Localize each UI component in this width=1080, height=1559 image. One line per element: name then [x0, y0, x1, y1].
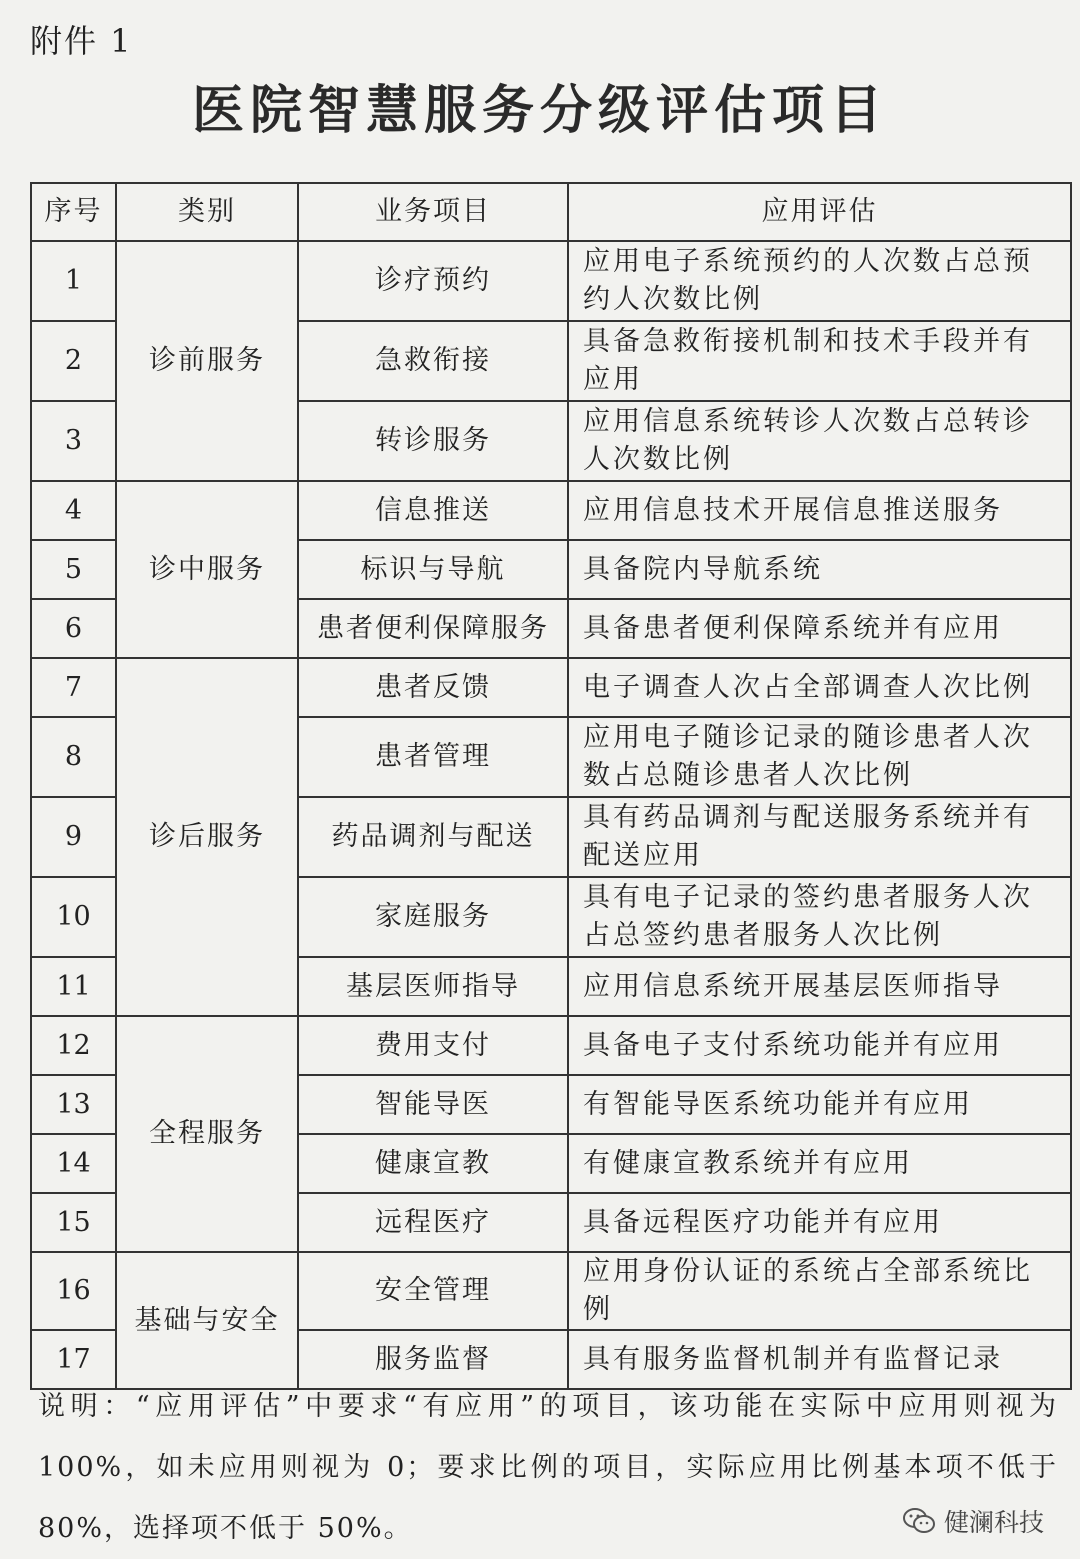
- wechat-icon: [902, 1507, 936, 1535]
- service-item: 远程医疗: [298, 1193, 568, 1252]
- column-header-category: 类别: [116, 183, 298, 241]
- column-header-no: 序号: [31, 183, 116, 241]
- row-number: 14: [31, 1134, 116, 1193]
- service-item: 标识与导航: [298, 540, 568, 599]
- assessment-text: 具备急救衔接机制和技术手段并有应用: [568, 321, 1071, 401]
- assessment-text: 具备院内导航系统: [568, 540, 1071, 599]
- table-row: [31, 241, 1071, 321]
- category-cell: 诊后服务: [116, 658, 298, 1016]
- service-item: 安全管理: [298, 1252, 568, 1330]
- watermark-text: 健澜科技: [943, 1508, 1044, 1537]
- service-item: 患者便利保障服务: [298, 599, 568, 658]
- row-number: 1: [31, 241, 116, 321]
- row-number: 15: [31, 1193, 116, 1252]
- page-title: 医院智慧服务分级评估项目: [191, 80, 888, 141]
- assessment-text: 电子调查人次占全部调查人次比例: [568, 658, 1071, 717]
- assessment-text: 具有服务监督机制并有监督记录: [568, 1330, 1071, 1389]
- service-item: 药品调剂与配送: [298, 797, 568, 877]
- row-number: 5: [31, 540, 116, 599]
- row-number: 7: [31, 658, 116, 717]
- table-row: [31, 1252, 1071, 1330]
- row-number: 13: [31, 1075, 116, 1134]
- watermark: [902, 1503, 1044, 1539]
- category-cell: 全程服务: [116, 1016, 298, 1252]
- service-item: 健康宣教: [298, 1134, 568, 1193]
- service-item: 费用支付: [298, 1016, 568, 1075]
- service-item: 患者反馈: [298, 658, 568, 717]
- row-number: 12: [31, 1016, 116, 1075]
- assessment-text: 具备远程医疗功能并有应用: [568, 1193, 1071, 1252]
- assessment-text: 具有电子记录的签约患者服务人次占总签约患者服务人次比例: [568, 877, 1071, 957]
- assessment-text: 有健康宣教系统并有应用: [568, 1134, 1071, 1193]
- assessment-text: 具有药品调剂与配送服务系统并有配送应用: [568, 797, 1071, 877]
- assessment-text: 应用信息系统转诊人次数占总转诊人次数比例: [568, 401, 1071, 481]
- assessment-text: 具备患者便利保障系统并有应用: [568, 599, 1071, 658]
- table-header-row: [31, 183, 1071, 241]
- assessment-text: 应用身份认证的系统占全部系统比例: [568, 1252, 1071, 1330]
- row-number: 9: [31, 797, 116, 877]
- assessment-text: 应用信息系统开展基层医师指导: [568, 957, 1071, 1016]
- row-number: 6: [31, 599, 116, 658]
- row-number: 3: [31, 401, 116, 481]
- service-item: 基层医师指导: [298, 957, 568, 1016]
- service-item: 诊疗预约: [298, 241, 568, 321]
- assessment-text: 有智能导医系统功能并有应用: [568, 1075, 1071, 1134]
- assessment-text: 应用电子系统预约的人次数占总预约人次数比例: [568, 241, 1071, 321]
- attachment-label: 附件 1: [30, 22, 133, 60]
- evaluation-table: [30, 182, 1072, 1390]
- table-row: [31, 1016, 1071, 1075]
- assessment-text: 应用信息技术开展信息推送服务: [568, 481, 1071, 540]
- explanation-note: 说明：“应用评估”中要求“有应用”的项目，该功能在实际中应用则视为 100%，如未应用则视为 0；要求比例的项目，实际应用比例基本项不低于 80%，选择项不低于 50%。: [38, 1391, 1058, 1544]
- column-header-item: 业务项目: [298, 183, 568, 241]
- service-item: 患者管理: [298, 717, 568, 797]
- row-number: 11: [31, 957, 116, 1016]
- table-row: [31, 481, 1071, 540]
- row-number: 16: [31, 1252, 116, 1330]
- row-number: 10: [31, 877, 116, 957]
- row-number: 17: [31, 1330, 116, 1389]
- assessment-text: 具备电子支付系统功能并有应用: [568, 1016, 1071, 1075]
- column-header-assessment: 应用评估: [568, 183, 1071, 241]
- assessment-text: 应用电子随诊记录的随诊患者人次数占总随诊患者人次比例: [568, 717, 1071, 797]
- category-cell: 诊前服务: [116, 241, 298, 481]
- row-number: 8: [31, 717, 116, 797]
- service-item: 转诊服务: [298, 401, 568, 481]
- category-cell: 基础与安全: [116, 1252, 298, 1389]
- row-number: 4: [31, 481, 116, 540]
- row-number: 2: [31, 321, 116, 401]
- service-item: 急救衔接: [298, 321, 568, 401]
- table-row: [31, 658, 1071, 717]
- service-item: 信息推送: [298, 481, 568, 540]
- service-item: 家庭服务: [298, 877, 568, 957]
- service-item: 服务监督: [298, 1330, 568, 1389]
- service-item: 智能导医: [298, 1075, 568, 1134]
- category-cell: 诊中服务: [116, 481, 298, 658]
